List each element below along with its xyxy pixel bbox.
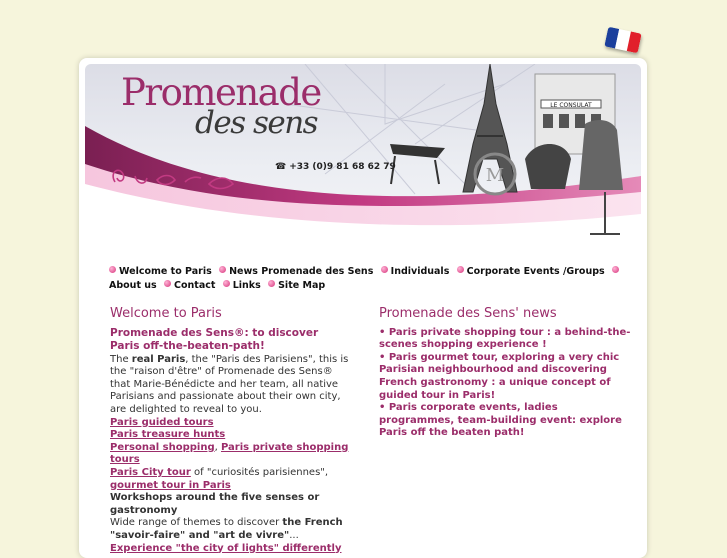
logo-subtitle[interactable]: des sens (195, 105, 318, 141)
welcome-title: Welcome to Paris (110, 306, 222, 321)
nav-corporate[interactable] (457, 265, 605, 279)
nav-news[interactable] (219, 265, 373, 279)
nav-individuals[interactable] (381, 265, 450, 279)
news-item[interactable] (379, 402, 634, 440)
link-personal-shopping[interactable]: Personal shopping (110, 441, 215, 453)
bullet-icon (381, 266, 388, 273)
bullet-icon (612, 266, 619, 273)
phone-icon: ☎ (275, 162, 287, 172)
nav-label: Welcome to Paris (119, 266, 212, 277)
welcome-intro (110, 354, 350, 417)
welcome-lead: Promenade des Sens®: to discover Paris off-the-beaten-path! (110, 326, 319, 352)
themes-text (110, 517, 350, 542)
themes-bold: the French (282, 517, 343, 529)
logo-title[interactable]: Promenade (121, 71, 321, 114)
news-title: Promenade des Sens' news (379, 306, 557, 321)
link-private-shopping[interactable]: Paris private shopping tours (110, 441, 349, 466)
workshops-text: Workshops around the five senses or gastronomy (110, 492, 320, 516)
link-experience[interactable]: Experience "the city of lights" differently (110, 542, 342, 554)
nav-label: About us (109, 280, 157, 291)
svg-text:M: M (485, 165, 505, 186)
bullet-icon (223, 280, 230, 287)
nav-label: Site Map (278, 280, 326, 291)
link-guided-tours[interactable]: Paris guided tours (110, 416, 214, 428)
bullet-icon (457, 266, 464, 273)
bullet-icon (268, 280, 275, 287)
news-link[interactable]: Paris corporate events, ladies programmes, team-building event: explore Paris off the beaten path! (379, 402, 622, 439)
themes-mid: "savoir-faire" and "art de vivre" (110, 529, 290, 541)
news-link[interactable]: Paris gourmet tour, exploring a very chic Parisian neighbourhood and discovering French gastronomy : a unique concept of guided tour in Paris! (379, 351, 620, 401)
news-bullet: • (379, 326, 389, 338)
nav-label: Contact (174, 280, 216, 291)
bullet-icon (109, 266, 116, 273)
link-city-tour[interactable]: Paris City tour (110, 466, 191, 478)
city-tour-text: of "curiosités parisiennes", (190, 466, 329, 478)
cafe-sign-text: LE CONSULAT (550, 102, 592, 109)
header-banner (85, 64, 641, 254)
news-bullet: • (379, 402, 389, 414)
news-bullet: • (379, 351, 389, 363)
nav-label: Individuals (390, 266, 450, 277)
link-treasure-hunts[interactable]: Paris treasure hunts (110, 429, 226, 441)
news-item[interactable] (379, 327, 634, 352)
phone-number-text: +33 (0)9 81 68 62 79 (289, 162, 396, 172)
themes-post: ... (289, 529, 299, 541)
bullet-icon (164, 280, 171, 287)
news-section (379, 308, 634, 440)
nav-welcome[interactable] (109, 265, 212, 279)
intro-pre: The (110, 353, 132, 365)
nav-bullet-trailing (612, 265, 622, 279)
intro-bold: real Paris (131, 353, 186, 365)
nav-contact[interactable] (164, 279, 215, 293)
main-nav (109, 265, 629, 293)
bullet-icon (219, 266, 226, 273)
page-container (79, 58, 647, 558)
nav-links[interactable] (223, 279, 261, 293)
nav-about[interactable] (109, 279, 157, 293)
nav-label: Corporate Events /Groups (466, 266, 605, 277)
nav-label: News Promenade des Sens (229, 266, 374, 277)
nav-label: Links (232, 280, 261, 291)
news-link[interactable]: Paris private shopping tour : a behind-the-scenes shopping experience ! (379, 326, 631, 351)
welcome-section (110, 308, 350, 555)
nav-sitemap[interactable] (268, 279, 325, 293)
themes-pre: Wide range of themes to discover (110, 517, 283, 529)
news-item[interactable] (379, 352, 634, 402)
intro-post: , the "Paris des Parisiens", this is the "raison d'être" of Promenade des Sens® that Marie-Bénédicte and her team, all native Parisians and passionate about their own city, are delighted to reveal to you. (110, 353, 349, 415)
phone-number (275, 162, 396, 172)
link-separator: , (214, 441, 218, 453)
link-gourmet-tour[interactable]: gourmet tour in Paris (110, 479, 231, 491)
french-flag-icon[interactable] (604, 27, 641, 54)
